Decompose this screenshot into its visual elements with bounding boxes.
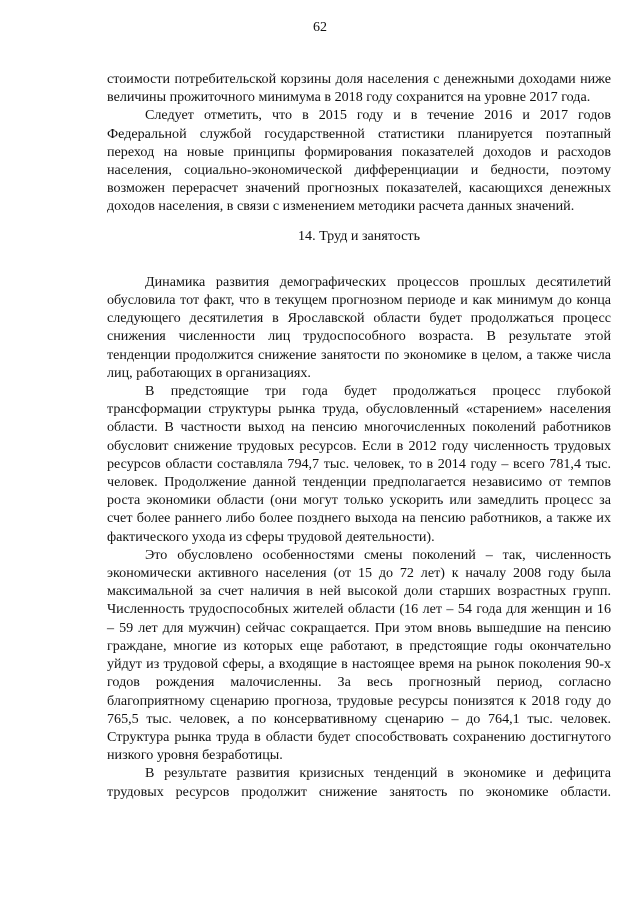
page-number: 62 — [313, 20, 327, 35]
paragraph-statistics-methodology: Следует отметить, что в 2015 году и в течение 2016 и 2017 годов Федеральной службой государственной статистики планируется поэтапный переход на новые принципы формирования показателей доходов и расходов населения, социально-экономической дифференциации и бедности, поэтому возможен перерасчет значений прогнозных показателей, касающихся денежных доходов населения, в связи с изменением методики расчета данных значений. — [107, 107, 611, 215]
paragraph-labor-market-transformation: В предстоящие три года будет продолжаться процесс глубокой трансформации структуры рынка труда, обусловленный «старением» населения области. В частности выход на пенсию многочисленных поколений работников обусловит снижение трудовых ресурсов. Если в 2012 году численность трудовых ресурсов области составляла 794,7 тыс. человек, то в 2014 году – всего 781,4 тыс. человек. Продолжение данной тенденции предполагается независимо от темпов роста экономики области (они могут только ускорить или замедлить процесс за счет более раннего либо более позднего выхода на пенсию работников, а также их фактического ухода из сферы трудовой деятельности). — [107, 383, 611, 545]
document-body — [107, 70, 611, 801]
paragraph-continuation: стоимости потребительской корзины доля населения с денежными доходами ниже величины прожиточного минимума в 2018 году сохранится на уровне 2017 года. — [107, 71, 611, 106]
section-heading: 14. Труд и занятость — [297, 227, 421, 244]
paragraph-crisis-trends: В результате развития кризисных тенденций в экономике и дефицита трудовых ресурсов продолжит снижение занятость по экономике области. — [107, 765, 611, 800]
paragraph-generation-change: Это обусловлено особенностями смены поколений – так, численность экономически активного населения (от 15 до 72 лет) к началу 2008 году была максимальной за счет наличия в ней высокой доли старших возрастных групп. Численность трудоспособных жителей области (16 лет – 54 года для женщин и 16 – 59 лет для мужчин) сейчас сокращается. При этом вновь вышедшие на пенсию граждане, многие из которых еще работают, в предстоящие годы окончательно уйдут из трудовой сферы, а входящие в настоящее время на рынок поколения 90-х годов рождения малочисленны. За весь прогнозный период, согласно благоприятному сценарию прогноза, трудовые ресурсы понизятся к 2018 году до 765,5 тыс. человек, а по консервативному сценарию – до 764,1 тыс. человек. Структура рынка труда в области будет способствовать сохранению достигнутого низкого уровня безработицы. — [107, 546, 611, 764]
paragraph-demographics: Динамика развития демографических процессов прошлых десятилетий обусловила тот факт, что в текущем прогнозном периоде и как минимум до конца следующего десятилетия в Ярославской области будет продолжаться процесс снижения численности лиц трудоспособного возраста. В результате этой тенденции продолжится снижение занятости по экономике в целом, а также числа лиц, работающих в организациях. — [107, 273, 611, 381]
